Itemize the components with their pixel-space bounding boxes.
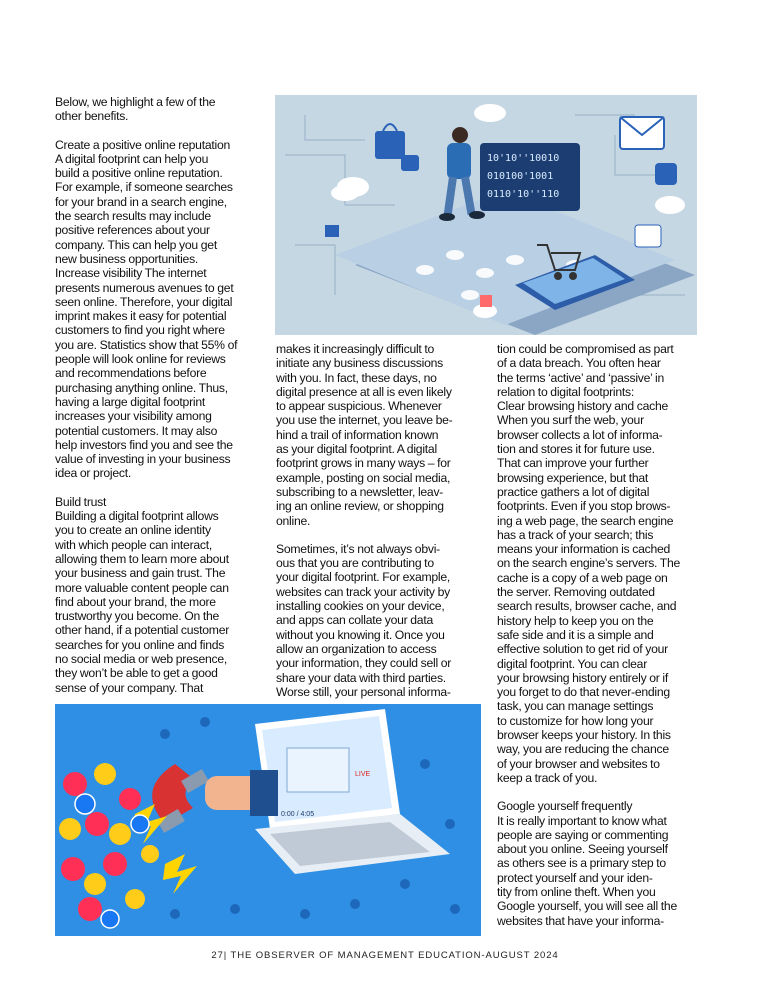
intro-paragraph: Below, we highlight a few of the other benefits. [55, 95, 216, 124]
binary-data-panel [480, 143, 580, 211]
social-media-magnet-illustration [55, 704, 481, 936]
isometric-footprint-scene [275, 95, 697, 335]
build-trust-paragraph: Build trust Building a digital footprint allows you to create an online identity with which people can interact, allowing them to learn more about your business and gain trust. The more valuable content people can find about your brand, the more trustworthy you become. On the other hand, if a potential customer searches for you online and finds no social media or web presence, they won’t be able to get a good sense of your company. That [55, 494, 230, 695]
reputation-paragraph: Create a positive online reputation A digital footprint can help you build a positive online reputation. For example, if someone searches for your brand in a search engine, the search results may include positive references about your company. This can help you get new business opportunities. Increase visibility The internet presents numerous avenues to get seen online. Therefore, your digital imprint makes it easy for potential customers to find you right where you are. Statistics show that 55% of people will look online for reviews and recommendations before purchasing anything online. Thus, having a large digital footprint increases your visibility among potential customers. It may also help investors find you and see the value of investing in your business idea or project. [55, 137, 238, 481]
svg-text:10'10''10010: 10'10''10010 [487, 153, 560, 164]
clear-history-paragraph: tion could be compromised as part of a data breach. You often hear the terms ‘active’ and ‘passive’ in relation to digital footprints: Clear browsing history and cache When you surf the web, your browser collects a lot of informa- tion and stores it for future use. That can improve your further browsing experience, but that practice gathers a lot of digital footprints. Even if you stop brows- ing a web page, the search engine has a track of your search; this means your information is cached on the search engine’s servers. The cache is a copy of a web page on the server. Removing outdated search results, browser cache, and history help to keep you on the safe side and it is a simple and effective solution to get rid of your digital footprint. You can clear your browsing history entirely or if you forget to do that never-ending task, you can manage settings to customize for how long your browser keeps your history. In this way, you are reducing the chance of your browser and websites to keep a track of you. [497, 342, 681, 785]
svg-text:010100'1001: 010100'1001 [487, 171, 554, 182]
text-column-1 [55, 95, 259, 695]
svg-text:LIVE: LIVE [355, 771, 371, 778]
email-icon [620, 117, 664, 149]
page-footer: 27| THE OBSERVER OF MANAGEMENT EDUCATION-AUGUST 2024 [211, 950, 559, 961]
text-column-3 [497, 342, 702, 928]
text-column-2 [276, 342, 486, 699]
column2-paragraph-1: makes it increasingly difficult to initiate any business discussions with you. In fact, these days, no digital presence at all is even likely to appear suspicious. Whenever you use the internet, you leave be- hind a trail of information known as your digital footprint. A digital footprint grows in many ways – for example, posting on social media, subscribing to a newsletter, leav- ing an online review, or shopping online. [276, 342, 453, 528]
google-yourself-paragraph: Google yourself frequently It is really important to know what people are saying or commenting about you online. Seeing yourself as others see is a primary step to protect yourself and your iden- tity from online theft. When you Google yourself, you will see all the websites that have your informa- [497, 799, 677, 928]
laptop-magnet-scene [55, 704, 481, 936]
svg-text:0110'10''110: 0110'10''110 [487, 189, 560, 200]
digital-footprint-illustration [275, 95, 697, 335]
svg-text:0:00 / 4:05: 0:00 / 4:05 [281, 811, 315, 818]
column2-paragraph-2: Sometimes, it’s not always obvi- ous that you are contributing to your digital footprint. For example, websites can track your activity by installing cookies on your device, and apps can collate your data without you knowing it. Once you allow an organization to access your information, they could sell or share your data with third parties. Worse still, your personal informa- [276, 541, 452, 699]
